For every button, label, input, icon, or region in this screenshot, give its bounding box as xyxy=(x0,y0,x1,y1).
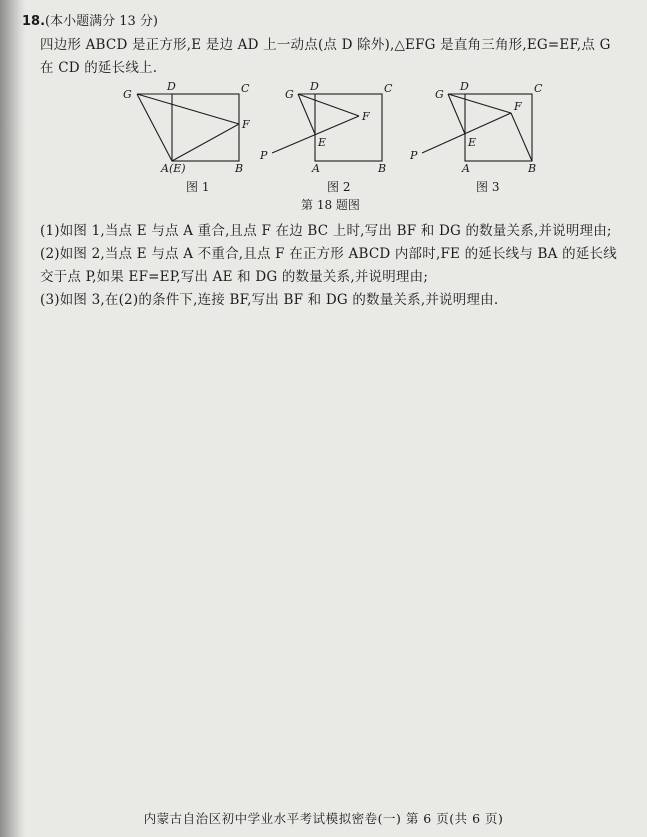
fig2-label-a: A xyxy=(312,162,320,174)
figure-group-caption: 第 18 题图 xyxy=(301,198,360,212)
fig3-label-f: F xyxy=(514,100,522,113)
fig1-line-gf xyxy=(137,94,239,124)
fig3-label-d: D xyxy=(460,82,469,93)
fig3-line-pf xyxy=(422,113,511,153)
fig1-label-b: B xyxy=(235,162,244,174)
fig2-line-gf xyxy=(298,94,359,116)
fig1-line-ef xyxy=(172,124,239,161)
fig1-line-ge xyxy=(137,94,172,161)
figure-1-caption: 图 1 xyxy=(186,180,210,194)
fig1-label-f: F xyxy=(242,118,250,131)
fig3-square xyxy=(465,94,532,161)
fig3-line-gf xyxy=(448,94,511,113)
figure-1 xyxy=(115,82,255,174)
question-header xyxy=(22,10,158,29)
fig2-line-ge xyxy=(298,94,315,134)
fig2-label-e: E xyxy=(318,136,327,149)
fig3-line-bf xyxy=(511,113,532,161)
fig3-label-g: G xyxy=(435,88,444,101)
fig2-label-p: P xyxy=(260,149,268,162)
fig2-label-d: D xyxy=(310,82,319,93)
figure-2 xyxy=(258,82,398,174)
fig1-label-g: G xyxy=(123,88,132,101)
fig2-label-f: F xyxy=(362,110,370,123)
fig3-label-a: A xyxy=(462,162,470,174)
question-number: 18. xyxy=(22,14,46,29)
fig3-label-c: C xyxy=(534,82,543,95)
fig1-square xyxy=(172,94,239,161)
fig3-label-p: P xyxy=(410,149,418,162)
fig3-line-ge xyxy=(448,94,465,134)
page-footer: 内蒙古自治区初中学业水平考试模拟密卷(一) 第 6 页(共 6 页) xyxy=(143,811,504,826)
figure-2-caption: 图 2 xyxy=(327,180,351,194)
part-3: (3)如图 3,在(2)的条件下,连接 BF,写出 BF 和 DG 的数量关系,并说明理由. xyxy=(40,292,499,308)
part-2-line-1: (2)如图 2,当点 E 与点 A 不重合,且点 F 在正方形 ABCD 内部时,FE 的延长线与 BA 的延长线 xyxy=(40,246,617,262)
fig2-label-b: B xyxy=(378,162,387,174)
part-1: (1)如图 1,当点 E 与点 A 重合,且点 F 在边 BC 上时,写出 BF 和 DG 的数量关系,并说明理由; xyxy=(40,223,612,239)
fig3-label-b: B xyxy=(528,162,537,174)
part-2-line-2: 交于点 P,如果 EF=EP,写出 AE 和 DG 的数量关系,并说明理由; xyxy=(40,269,429,285)
fig3-label-e: E xyxy=(468,136,477,149)
figure-3-caption: 图 3 xyxy=(476,180,500,194)
fig1-label-ae: A(E) xyxy=(161,162,186,174)
fig1-label-d: D xyxy=(167,82,176,93)
question-stem-line-1: 四边形 ABCD 是正方形,E 是边 AD 上一动点(点 D 除外),△EFG 是直角三角形,EG=EF,点 G xyxy=(40,37,611,53)
figure-3 xyxy=(408,82,548,174)
fig1-label-c: C xyxy=(241,82,250,95)
score-note: (本小题满分 13 分) xyxy=(45,14,158,29)
question-stem-line-2: 在 CD 的延长线上. xyxy=(40,60,158,76)
fig2-label-g: G xyxy=(285,88,294,101)
fig2-label-c: C xyxy=(384,82,393,95)
